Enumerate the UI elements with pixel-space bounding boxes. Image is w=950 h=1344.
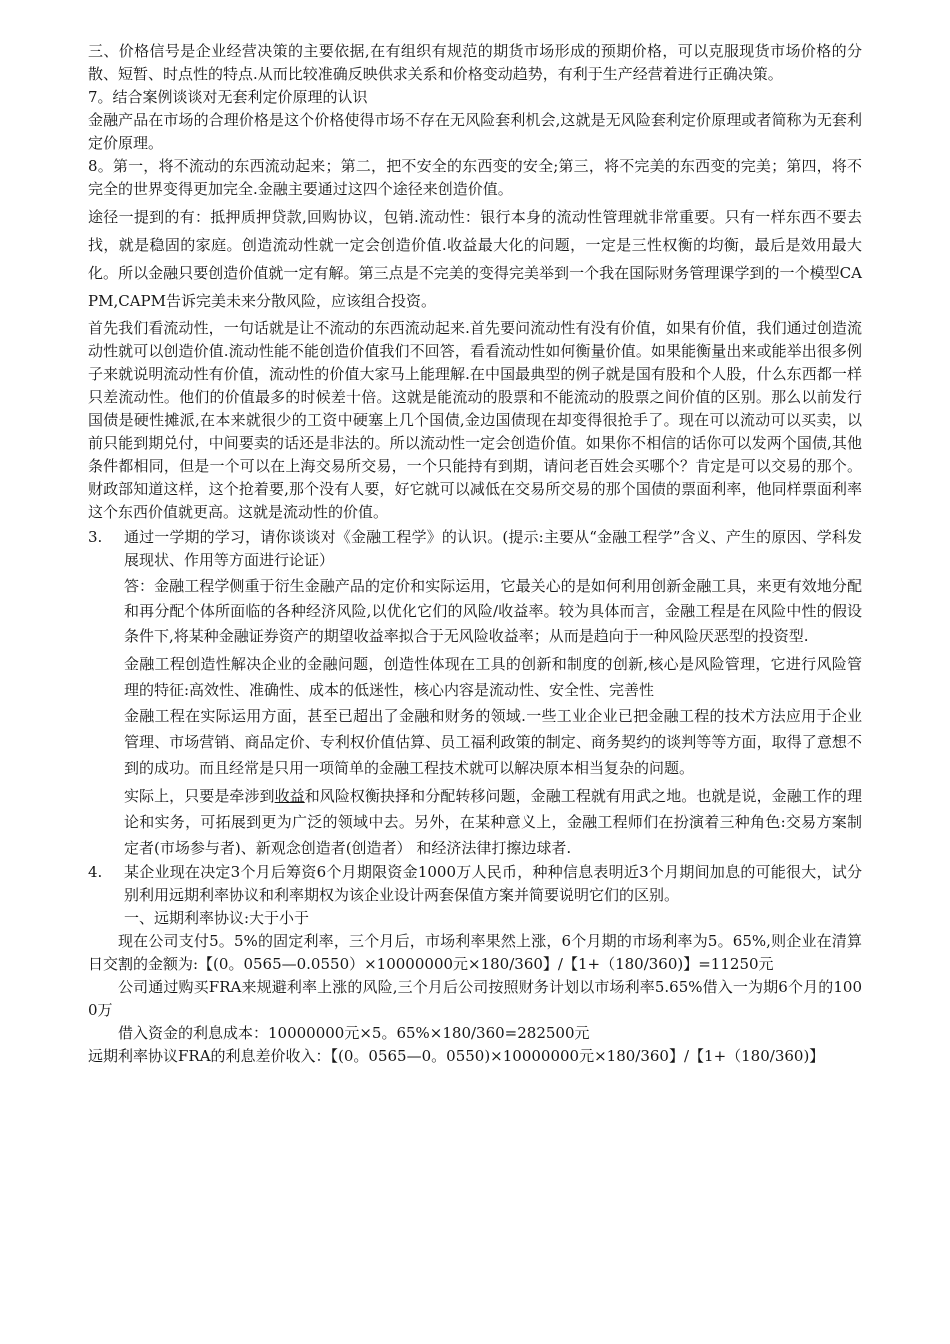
paragraph-question-8: 8。第一，将不流动的东西流动起来；第二，把不安全的东西变的安全;第三，将不完美的东西变的完美；第四，将不完全的世界变得更加完全.金融主要通过这四个途径来创造价值。 (88, 157, 862, 198)
document-page (88, 40, 862, 1068)
question-4-number: 4. (88, 863, 103, 881)
paragraph-price-signal: 三、价格信号是企业经营决策的主要依据,在有组织有规范的期货市场形成的预期价格，可以克服现货市场价格的分散、短暂、时点性的特点.从而比较准确反映供求关系和价格变动趋势，有利于生产经营着进行正确决策。 (88, 42, 862, 83)
question-4 (88, 861, 862, 907)
answer-3-part-4-pre: 实际上，只要是牵涉到 (124, 787, 275, 805)
answer-3-part-2: 金融工程创造性解决企业的金融问题，创造性体现在工具的创新和制度的创新,核心是风险管理，它进行风险管理的特征:高效性、准确性、成本的低迷性，核心内容是流动性、安全性、完善性 (124, 655, 862, 699)
question-3-text: 通过一学期的学习，请你谈谈对《金融工程学》的认识。(提示:主要从“金融工程学”含义、产生的原因、学科发展现状、作用等方面进行论证） (124, 528, 862, 569)
question-3 (88, 526, 862, 572)
answer-3-part-4 (88, 783, 862, 861)
answer-3-part-4-post: 和风险权衡抉择和分配转移问题，金融工程就有用武之地。也就是说，金融工作的理论和实务，可拓展到更为广泛的领域中去。另外，在某种意义上，金融工程师们在扮演着三种角色:交易方案制定者(市场参与者)、新观念创造者(创造者） 和经济法律打擦边球者. (124, 787, 862, 857)
answer-4-hedge: 公司通过购买FRA来规避利率上涨的风险,三个月后公司按照财务计划以市场利率5.65%借入一为期6个月的1000万 (88, 978, 862, 1019)
answer-3-part-3: 金融工程在实际运用方面，甚至已超出了金融和财务的领域.一些工业企业已把金融工程的技术方法应用于企业管理、市场营销、商品定价、专利权价值估算、员工福利政策的制定、商务契约的谈判等等方面，取得了意想不到的成功。而且经常是只用一项简单的金融工程技术就可以解决原本相当复杂的问题。 (124, 707, 862, 777)
question-3-number: 3. (88, 528, 103, 546)
answer-4-interest-cost: 借入资金的利息成本：10000000元×5。65%×180/360=282500元 (118, 1024, 590, 1042)
answer-4-fra-heading: 一、远期利率协议:大于小于 (124, 909, 310, 927)
paragraph-liquidity: 首先我们看流动性，一句话就是让不流动的东西流动起来.首先要问流动性有没有价值，如果有价值，我们通过创造流动性就可以创造价值.流动性能不能创造价值我们不回答，看看流动性如何衡量价值。如果能衡量出来或能举出很多例子来就说明流动性有价值，流动性的价值大家马上能理解.在中国最典型的例子就是国有股和个人股，什么东西都一样只差流动性。他们的价值最多的时候差十倍。这就是能流动的股票和不能流动的股票之间价值的区别。那么以前发行国债是硬性摊派,在本来就很少的工资中硬塞上几个国债,金边国债现在却变得很抢手了。现在可以流动可以买卖，以前只能到期兑付，中间要卖的话还是非法的。所以流动性一定会创造价值。如果你不相信的话你可以发两个国债,其他条件都相同，但是一个可以在上海交易所交易，一个只能持有到期，请问老百姓会买哪个？肯定是可以交易的那个。财政部知道这样，这个抢着要,那个没有人要，好它就可以减低在交易所交易的那个国债的票面利率，他同样票面利率这个东西价值就更高。这就是流动性的价值。 (88, 319, 862, 521)
question-4-text: 某企业现在决定3个月后筹资6个月期限资金1000万人民币，种种信息表明近3个月期间加息的可能很大，试分别利用远期利率协议和利率期权为该企业设计两套保值方案并简要说明它们的区别。 (124, 863, 862, 904)
answer-4-settlement: 现在公司支付5。5%的固定利率，三个月后，市场利率果然上涨，6个月期的市场利率为5。65%,则企业在清算日交割的金额为:【(0。0565—0.0550）×10000000元×180/360】/【1+（180/360)】=11250元 (88, 932, 862, 973)
paragraph-no-arbitrage: 金融产品在市场的合理价格是这个价格使得市场不存在无风险套利机会,这就是无风险套利定价原理或者简称为无套利定价原理。 (88, 111, 862, 152)
heading-question-7: 7。结合案例谈谈对无套利定价原理的认识 (88, 88, 368, 106)
answer-4-fra-income: 远期利率协议FRA的利息差价收入：【(0。0565—0。0550)×10000000元×180/360】/【1+（180/360)】 (88, 1047, 825, 1065)
answer-3-part-1: 答：金融工程学侧重于衍生金融产品的定价和实际运用，它最关心的是如何利用创新金融工具，来更有效地分配和再分配个体所面临的各种经济风险,以优化它们的风险/收益率。较为具体而言，金融工程是在风险中性的假设条件下,将某种金融证券资产的期望收益率拟合于无风险收益率；从而是趋向于一种风险厌恶型的投资型. (124, 577, 862, 645)
underlined-word-shouyi: 收益 (274, 787, 305, 805)
paragraph-pathway-one: 途径一提到的有：抵押质押贷款,回购协议，包销.流动性：银行本身的流动性管理就非常重要。只有一样东西不要去找，就是稳固的家庭。创造流动性就一定会创造价值.收益最大化的问题，一定是三性权衡的均衡，最后是效用最大化。所以金融只要创造价值就一定有解。第三点是不完美的变得完美举到一个我在国际财务管理课学到的一个模型CAPM,CAPM告诉完美未来分散风险，应该组合投资。 (88, 208, 862, 310)
